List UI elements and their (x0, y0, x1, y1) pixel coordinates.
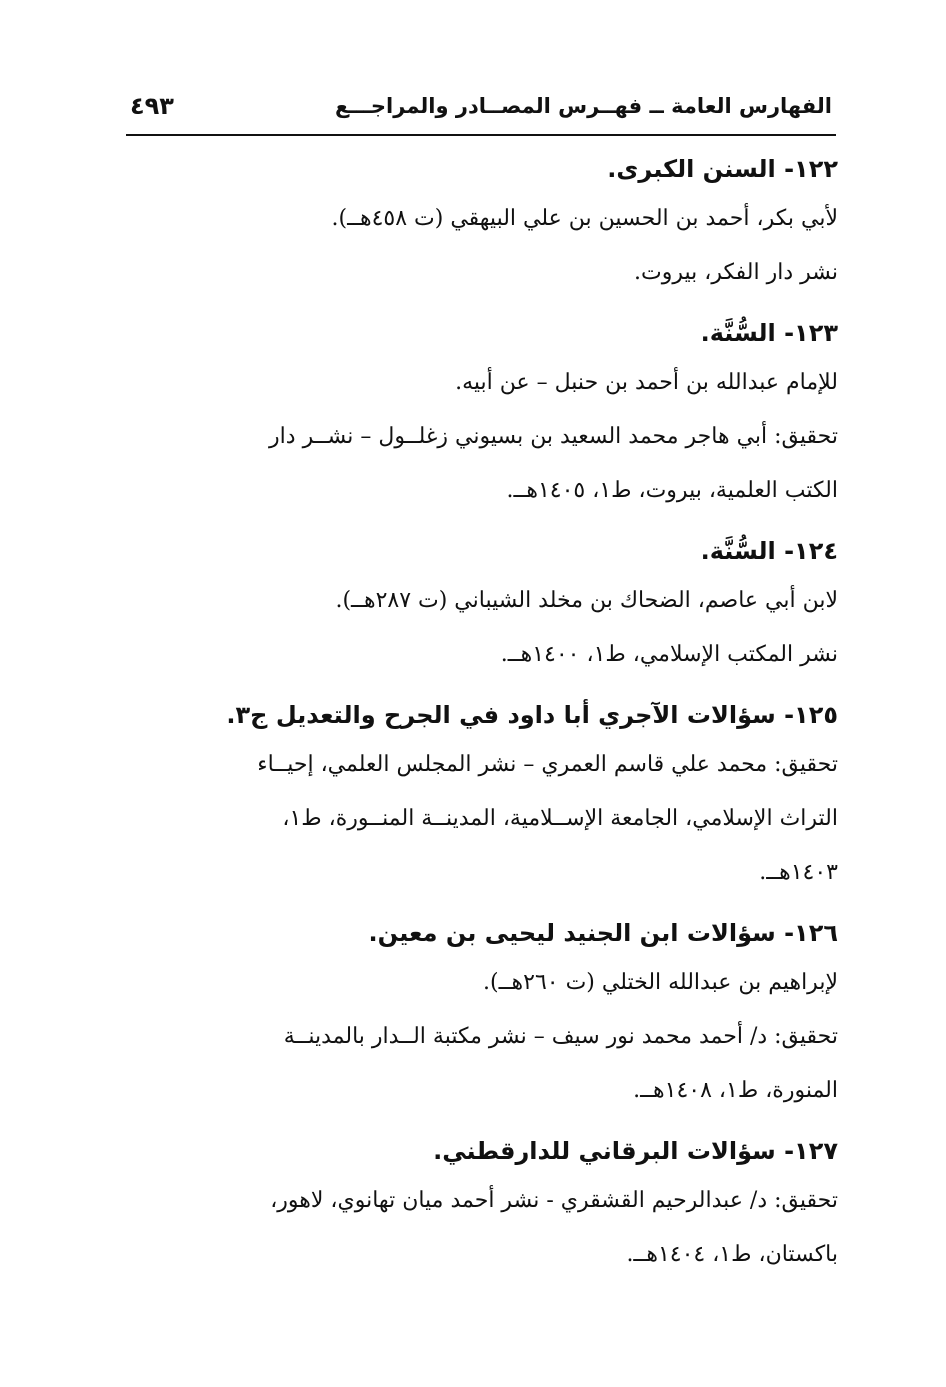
page-number: ٤٩٣ (130, 92, 174, 120)
entry-line: تحقيق: د/ أحمد محمد نور سيف – نشر مكتبة الــدار بالمدينــة (283, 1024, 838, 1049)
entry-line: الكتب العلمية، بيروت، ط١، ١٤٠٥هــ. (506, 478, 838, 503)
entry-line: نشر المكتب الإسلامي، ط١، ١٤٠٠هــ. (500, 642, 838, 667)
bibliography-entry (116, 692, 838, 900)
entry-title: ١٢٦- سؤالات ابن الجنيد ليحيى بن معين. (368, 919, 838, 947)
entry-line: تحقيق: محمد علي قاسم العمري – نشر المجلس العلمي، إحيــاء (257, 752, 838, 777)
entry-title: ١٢٣- السُّنَّة. (700, 319, 838, 347)
entry-line: ١٤٠٣هــ. (759, 860, 838, 885)
entry-title: ١٢٢- السنن الكبرى. (607, 155, 838, 183)
entry-title: ١٢٧- سؤالات البرقاني للدارقطني. (433, 1137, 838, 1165)
bibliography-entry (116, 528, 838, 682)
entry-line: المنورة، ط١، ١٤٠٨هــ. (633, 1078, 838, 1103)
bibliography-entry (116, 310, 838, 518)
entry-line: للإمام عبدالله بن أحمد بن حنبل – عن أبيه. (455, 370, 838, 395)
header-title: الفهارس العامة ــ فهــرس المصــادر والمراجـــع (335, 94, 832, 118)
entry-line: تحقيق: أبي هاجر محمد السعيد بن بسيوني زغلــول – نشــر دار (269, 424, 838, 449)
bibliography-entry (116, 1128, 838, 1282)
bibliography-entry (116, 146, 838, 300)
entry-line: نشر دار الفكر، بيروت. (634, 260, 838, 285)
bibliography-entries (116, 146, 838, 1282)
entry-line: تحقيق: د/ عبدالرحيم القشقري - نشر أحمد ميان تهانوي، لاهور، (270, 1188, 838, 1213)
bibliography-entry (116, 910, 838, 1118)
entry-line: لإبراهيم بن عبدالله الختلي (ت ٢٦٠هــ). (483, 970, 838, 995)
running-header (126, 88, 836, 132)
entry-title: ١٢٤- السُّنَّة. (700, 537, 838, 565)
header-rule (126, 134, 836, 136)
entry-line: لابن أبي عاصم، الضحاك بن مخلد الشيباني (ت ٢٨٧هــ). (335, 588, 838, 613)
entry-line: باكستان، ط١، ١٤٠٤هــ. (626, 1242, 838, 1267)
entry-line: التراث الإسلامي، الجامعة الإســلامية، المدينــة المنــورة، ط١، (282, 806, 838, 831)
entry-line: لأبي بكر، أحمد بن الحسين بن علي البيهقي (ت ٤٥٨هــ). (331, 206, 838, 231)
entry-title: ١٢٥- سؤالات الآجري أبا داود في الجرح والتعديل ج٣. (226, 701, 838, 729)
